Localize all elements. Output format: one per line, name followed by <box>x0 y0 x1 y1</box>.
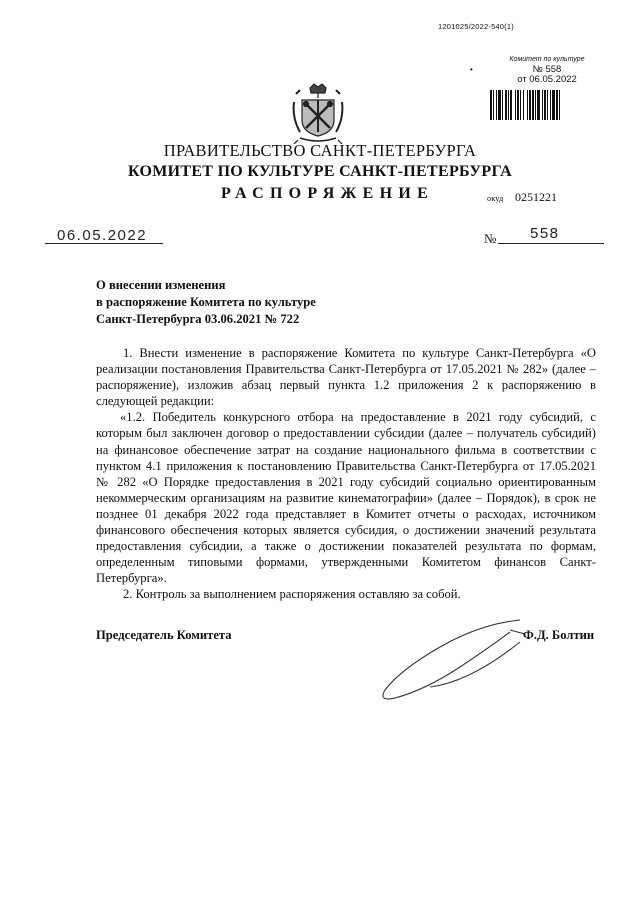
st-petersburg-coat-of-arms-icon <box>292 82 344 144</box>
barcode-bar <box>505 90 507 120</box>
barcode-bar <box>493 90 494 120</box>
document-subject <box>96 277 316 328</box>
okud-label: окуд <box>487 193 504 203</box>
barcode-bar <box>517 90 519 120</box>
document-body <box>96 345 596 603</box>
committee-title: КОМИТЕТ ПО КУЛЬТУРЕ САНКТ-ПЕТЕРБУРГА <box>127 163 513 180</box>
barcode-bar <box>508 90 509 120</box>
government-title: ПРАВИТЕЛЬСТВО САНКТ-ПЕТЕРБУРГА <box>163 141 477 160</box>
number-label: № <box>484 231 497 246</box>
barcode-bar <box>537 90 540 120</box>
stamp-dot: • <box>470 65 473 74</box>
number-line <box>498 243 604 244</box>
barcode-bar <box>490 90 492 120</box>
document-code: 1201025/2022-540(1) <box>438 22 514 31</box>
barcode-bar <box>520 90 521 120</box>
handwritten-date: 06.05.2022 <box>57 227 148 244</box>
signatory-name: Ф.Д. Болтин <box>523 628 595 642</box>
paragraph-1: 1. Внести изменение в распоряжение Комитета по культуре Санкт-Петербурга «О реализации постановления Правительства Санкт-Петербурга от 17.05.2021 № 282» (далее – распоряжение), изложив абзац первый пункта 1.2 приложения 2 к распоряжению в следующей редакции: <box>96 346 596 409</box>
subject-line: О внесении изменения <box>96 278 226 292</box>
stamp-title: Комитет по культуре <box>509 56 585 63</box>
barcode-bar <box>559 90 560 120</box>
barcode-bar <box>556 90 558 120</box>
barcode-icon <box>490 90 608 120</box>
barcode-bar <box>502 90 503 120</box>
date-line <box>45 243 163 244</box>
subject-line: Санкт-Петербурга 03.06.2021 № 722 <box>96 312 300 326</box>
barcode-bar <box>552 90 555 120</box>
handwritten-number: 558 <box>530 225 560 242</box>
paragraph-2: 2. Контроль за выполнением распоряжения оставляю за собой. <box>123 587 461 602</box>
handwritten-signature <box>370 612 530 712</box>
barcode-bar <box>547 90 548 120</box>
stamp-number: № 558 <box>532 64 562 75</box>
okud-code: 0251221 <box>515 190 557 204</box>
stamp-date: от 06.05.2022 <box>517 74 577 85</box>
subject-line: в распоряжение Комитета по культуре <box>96 295 316 309</box>
registration-stamp <box>482 56 612 85</box>
barcode-bar <box>523 90 524 120</box>
barcode-bar <box>544 90 546 120</box>
barcode-bar <box>515 90 516 120</box>
barcode-bar <box>529 90 531 120</box>
barcode-bar <box>532 90 534 120</box>
barcode-bar <box>535 90 536 120</box>
barcode-bar <box>510 90 512 120</box>
paragraph-quote: «1.2. Победитель конкурсного отбора на предоставление в 2021 году субсидий, с которым был заключен договор о предоставлении субсидии (далее – получатель субсидий) на финансовое обеспечение затрат на создание национального фильма в соответствии с пунктом 4.1 приложения к постановлению Правительства Санкт-Петербурга от 17.05.2021 № 282 «О Порядке предоставления в 2021 году субсидий социально ориентированным некоммерческим организациям на развитие кинематографии» (далее – Порядок), в срок не позднее 01 декабря 2022 года представляет в Комитет отчеты о расходах, источником финансового обеспечения которых является субсидия, о достижении значений результата предоставления субсидии, а также о достижении показателей результата по формам, определенным типовыми формами, утвержденными Комитетом финансов Санкт-Петербурга». <box>96 410 596 586</box>
barcode-bar <box>527 90 528 120</box>
barcode-bar <box>550 90 551 120</box>
barcode-bar <box>542 90 543 120</box>
barcode-bar <box>498 90 501 120</box>
barcode-bar <box>496 90 497 120</box>
signatory-role: Председатель Комитета <box>96 628 232 642</box>
document-type: РАСПОРЯЖЕНИЕ <box>221 185 435 202</box>
